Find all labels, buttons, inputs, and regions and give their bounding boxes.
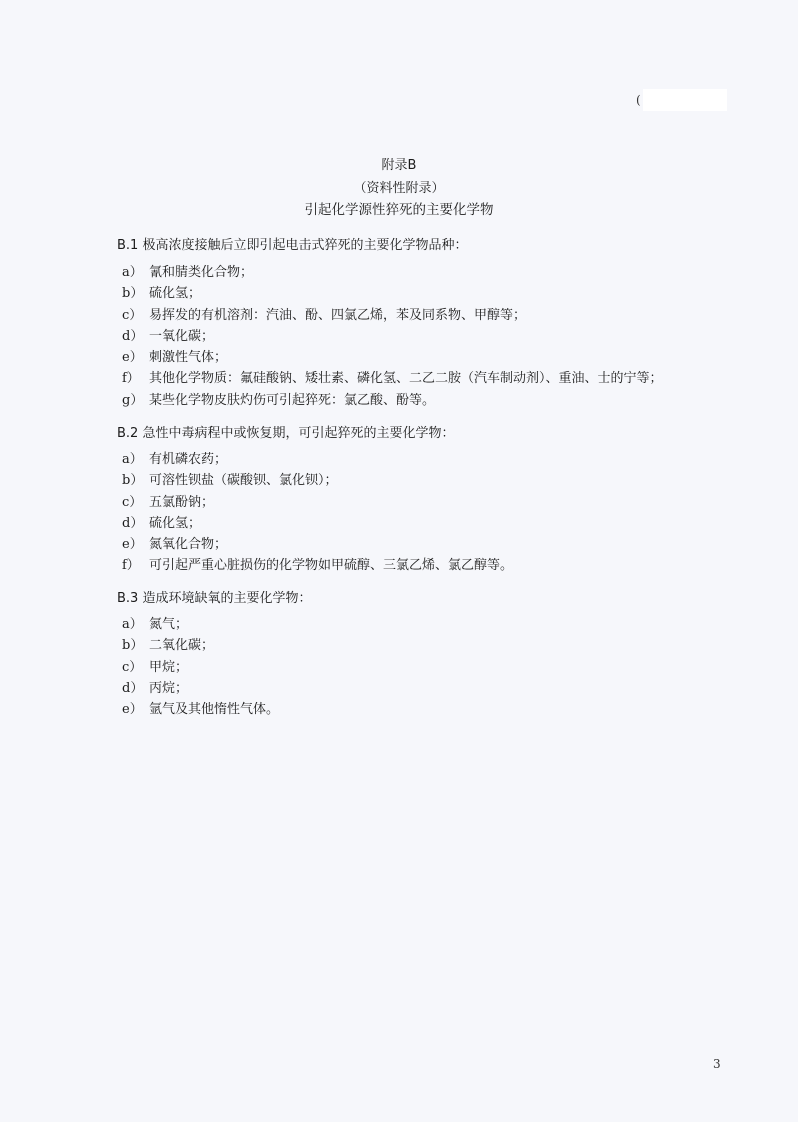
list-marker: g） [122,392,144,408]
list-item-text: 可引起严重心脏损伤的化学物如甲硫醇、三氯乙烯、氯乙醇等。 [149,558,514,574]
list-item [122,283,663,304]
redaction-block [643,89,727,111]
list-marker: b） [122,286,144,302]
list-marker: a） [122,265,143,280]
page-number: 3 [713,1057,721,1071]
list-marker: e） [122,537,143,553]
list-item [122,513,513,534]
appendix-kind: （资料性附录） [353,181,445,196]
list-item-text: 其他化学物质：氟硅酸钠、矮壮素、磷化氢、二乙二胺（汽车制动剂）、重油、士的宁等； [149,371,663,387]
list-item [122,657,279,678]
list-item [122,492,513,513]
list-item [122,470,513,491]
list-item-text: 二氧化碳； [149,638,215,654]
list-item [122,347,663,368]
list-item-text: 刺激性气体； [149,350,228,366]
list-marker: e） [122,702,143,718]
list-marker: c） [122,494,143,510]
list-item-text: 五氯酚钠； [149,494,215,510]
list-item [122,326,663,347]
list-marker: c） [122,659,143,675]
list-item [122,534,513,555]
list-item [122,699,279,720]
list-item-text: 丙烷； [149,680,189,696]
list-item-text: 一氧化碳； [149,328,215,344]
list-marker: c） [122,307,143,323]
list-item [122,368,663,389]
list-item [122,678,279,699]
list-item [122,614,279,635]
list-item-text: 有机磷农药； [149,452,228,467]
list-item [122,262,663,283]
list-marker: d） [122,680,144,696]
section-list-b3 [122,614,279,720]
section-list-b2 [122,449,513,577]
list-item-text: 某些化学物皮肤灼伤可引起猝死：氯乙酸、酚等。 [149,392,436,408]
section-heading-b2: B.2 急性中毒病程中或恢复期，可引起猝死的主要化学物： [117,426,455,441]
list-marker: d） [122,328,144,344]
list-item [122,305,663,326]
list-item [122,390,663,411]
list-item [122,555,513,576]
list-marker: e） [122,350,143,366]
list-item-text: 硫化氢； [149,515,202,531]
section-heading-b1: B.1 极高浓度接触后立即引起电击式猝死的主要化学物品种： [117,238,468,253]
list-item-text: 可溶性钡盐（碳酸钡、氯化钡）； [149,473,338,489]
list-item-text: 甲烷； [149,659,189,675]
section-heading-b3: B.3 造成环境缺氧的主要化学物： [117,591,312,606]
list-item-text: 硫化氢； [149,286,202,302]
list-item [122,449,513,470]
list-marker: f） [122,558,140,574]
appendix-label: 附录B [381,158,417,173]
list-marker: f） [122,371,140,387]
list-item-text: 易挥发的有机溶剂：汽油、酚、四氯乙烯，苯及同系物、甲醇等； [149,307,527,323]
list-marker: d） [122,515,144,531]
list-item-text: 氩气及其他惰性气体。 [149,702,280,718]
list-item [122,635,279,656]
list-item-text: 氰和腈类化合物； [149,265,254,280]
list-item-text: 氮气； [149,617,189,632]
list-marker: b） [122,638,144,654]
list-marker: b） [122,473,144,489]
standard-code: ( [636,93,641,107]
list-marker: a） [122,617,143,632]
list-item-text: 氮氧化合物； [149,537,228,553]
appendix-title: 引起化学源性猝死的主要化学物 [304,202,494,218]
section-list-b1 [122,262,663,411]
list-marker: a） [122,452,143,467]
